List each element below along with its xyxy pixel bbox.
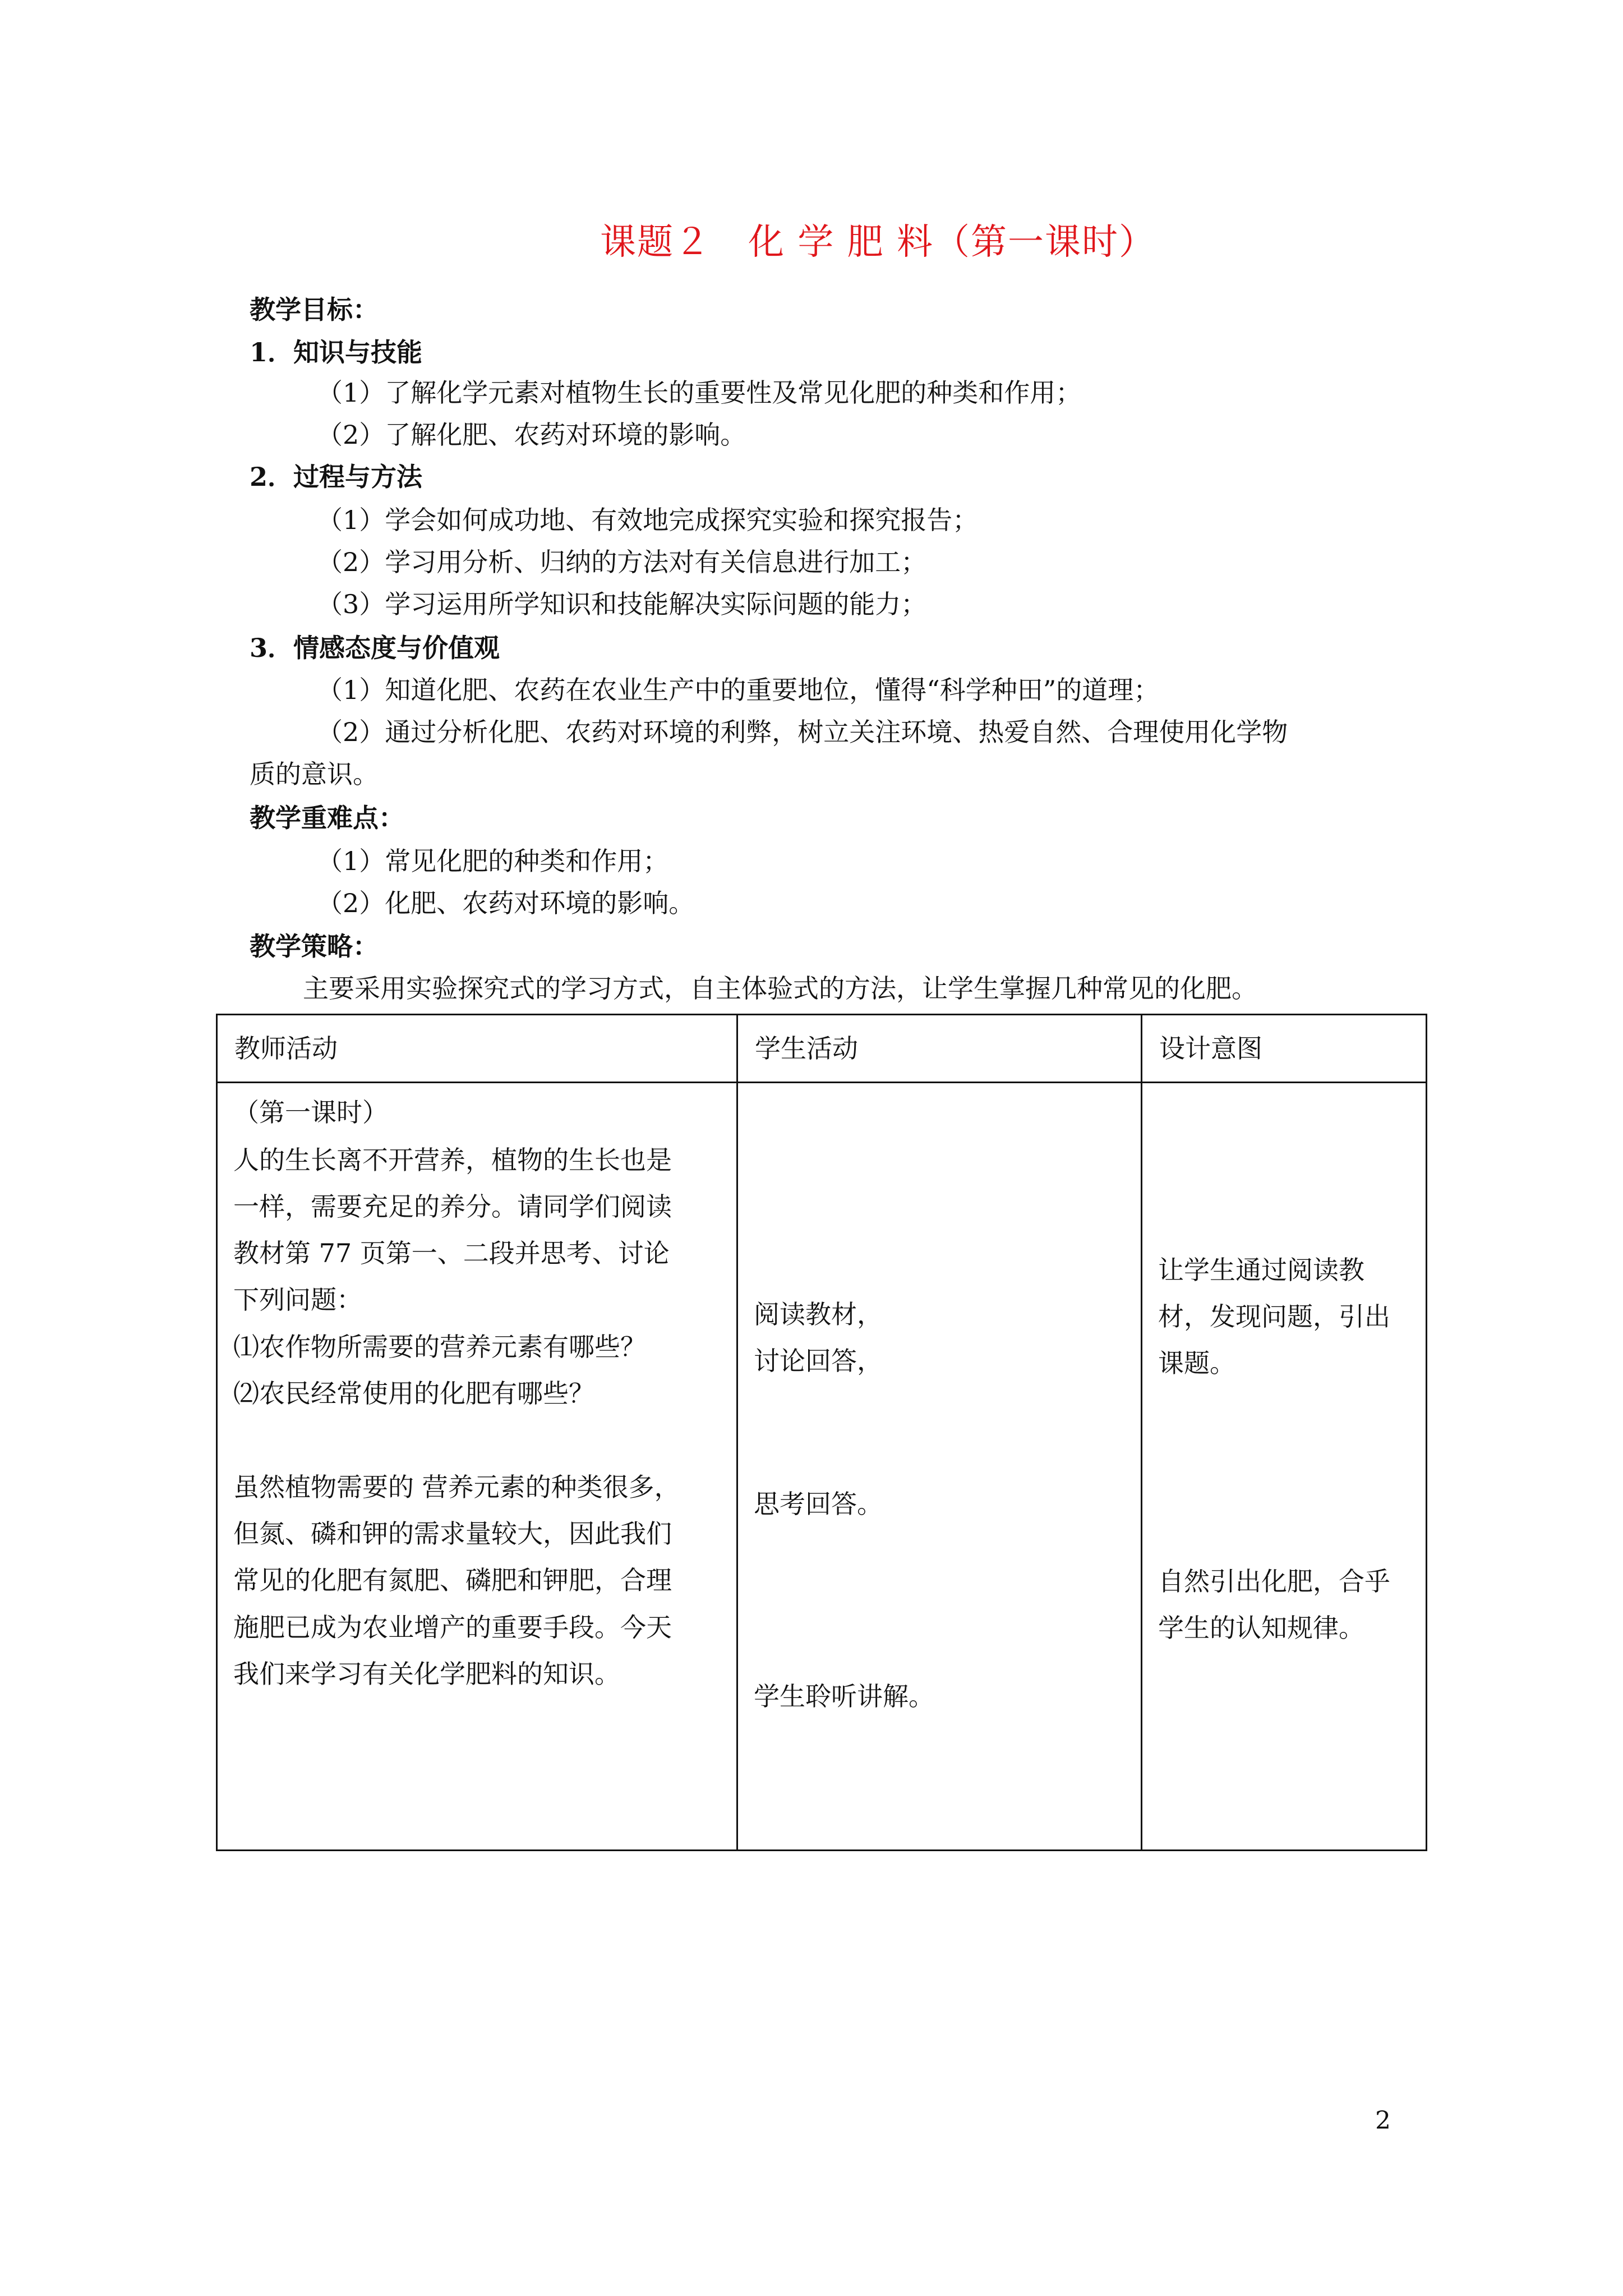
teacher-line: 下列问题： [233, 1285, 362, 1315]
header-student-activity: 学生活动 [737, 1015, 1142, 1083]
header-design-intent: 设计意图 [1142, 1015, 1427, 1083]
teacher-line: 但氮、磷和钾的需求量较大，因此我们 [233, 1519, 672, 1549]
teacher-line: 施肥已成为农业增产的重要手段。今天 [233, 1612, 672, 1642]
teacher-line: 常见的化肥有氮肥、磷肥和钾肥，合理 [233, 1565, 672, 1595]
teacher-line: 虽然植物需要的 营养元素的种类很多， [233, 1472, 680, 1502]
intent-line: 自然引出化肥，合乎 [1158, 1566, 1390, 1596]
knowledge-heading: 1．知识与技能 [250, 337, 423, 367]
header-teacher-activity: 教师活动 [217, 1015, 737, 1083]
intent-line: 材，发现问题，引出 [1158, 1301, 1390, 1332]
key-point-item-2: （2）化肥、农药对环境的影响。 [317, 888, 695, 918]
teacher-activity-cell [217, 1083, 737, 1851]
key-points-heading: 教学重难点： [250, 803, 404, 833]
student-line: 阅读教材， [754, 1299, 883, 1329]
design-intent-cell [1142, 1083, 1427, 1851]
process-item-1: （1）学会如何成功地、有效地完成探究实验和探究报告； [317, 505, 979, 535]
process-heading: 2．过程与方法 [250, 462, 423, 492]
table-row [217, 1083, 1427, 1851]
emotion-item-2-continued: 质的意识。 [250, 759, 379, 789]
intent-line: 课题。 [1158, 1348, 1235, 1378]
page-number: 2 [1375, 2106, 1391, 2135]
student-line: 讨论回答， [754, 1346, 883, 1376]
process-item-3: （3）学习运用所学知识和技能解决实际问题的能力； [317, 589, 927, 619]
student-line: 思考回答。 [754, 1489, 883, 1519]
knowledge-item-1: （1）了解化学元素对植物生长的重要性及常见化肥的种类和作用； [317, 378, 1082, 408]
emotion-heading: 3．情感态度与价值观 [250, 633, 500, 663]
teacher-line: 我们来学习有关化学肥料的知识。 [233, 1659, 620, 1689]
student-line: 学生聆听讲解。 [754, 1681, 934, 1711]
objectives-heading: 教学目标： [250, 295, 379, 325]
emotion-item-2: （2）通过分析化肥、农药对环境的利弊，树立关注环境、热爱自然、合理使用化学物 [317, 717, 1288, 747]
process-item-2: （2）学习用分析、归纳的方法对有关信息进行加工； [317, 547, 927, 577]
teacher-line: 人的生长离不开营养，植物的生长也是 [233, 1145, 672, 1175]
intent-line: 让学生通过阅读教 [1158, 1255, 1364, 1285]
teacher-line: 教材第 77 页第一、二段并思考、讨论 [233, 1238, 670, 1268]
teacher-question-1: ⑴农作物所需要的营养元素有哪些？ [233, 1332, 646, 1362]
emotion-item-1: （1）知道化肥、农药在农业生产中的重要地位，懂得“科学种田”的道理； [317, 675, 1160, 705]
lesson-title: 课题２ 化 学 肥 料（第一课时） [600, 222, 1156, 263]
teacher-question-2: ⑵农民经常使用的化肥有哪些？ [233, 1378, 594, 1409]
student-activity-cell [737, 1083, 1142, 1851]
strategy-heading: 教学策略： [250, 931, 379, 961]
knowledge-item-2: （2）了解化肥、农药对环境的影响。 [317, 420, 746, 450]
lesson-plan-table [216, 1014, 1427, 1851]
strategy-text: 主要采用实验探究式的学习方式，自主体验式的方法，让学生掌握几种常见的化肥。 [303, 973, 1257, 1004]
table-header-row [217, 1015, 1427, 1083]
teacher-line: （第一课时） [233, 1097, 388, 1128]
key-point-item-1: （1）常见化肥的种类和作用； [317, 846, 669, 876]
intent-line: 学生的认知规律。 [1158, 1613, 1364, 1643]
teacher-line: 一样，需要充足的养分。请同学们阅读 [233, 1191, 672, 1222]
